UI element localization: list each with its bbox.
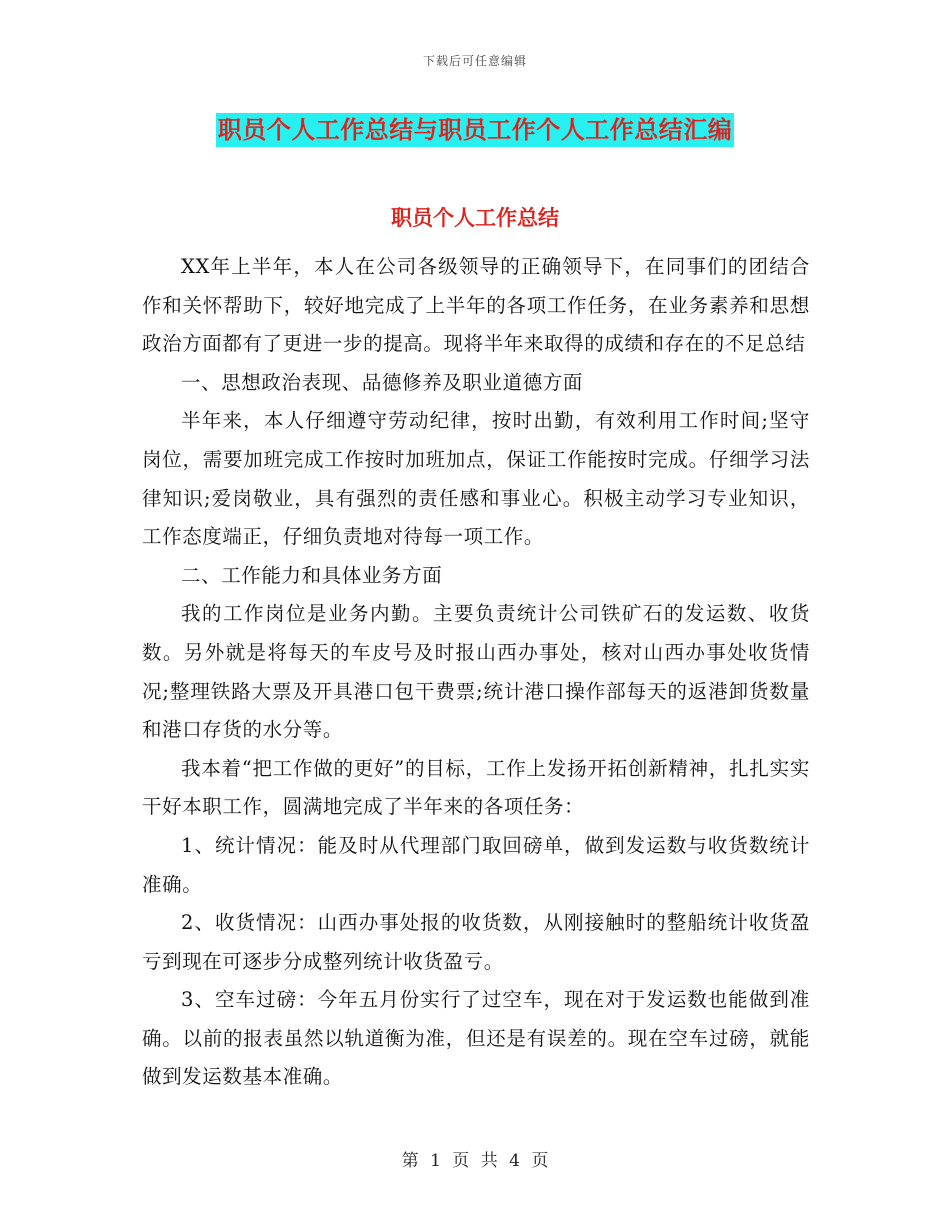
document-body [142,248,810,1097]
paragraph-intro: XX年上半年，本人在公司各级领导的正确领导下，在同事们的团结合作和关怀帮助下，较好地完成了上半年的各项工作任务，在业务素养和思想政治方面都有了更进一步的提高。现将半年来取得的成绩和存在的不足总结 [142,255,810,356]
document-title-container [0,113,950,147]
heading-political-performance: 一、思想政治表现、品德修养及职业道德方面 [181,370,584,394]
page-header-note: 下载后可任意编辑 [422,54,527,68]
page-footer-number: 第 1 页 共 4 页 [401,1151,549,1171]
paragraph-work-goal: 我本着“把工作做的更好”的目标，工作上发扬开拓创新精神，扎扎实实干好本职工作，圆满地完成了半年来的各项任务： [142,756,810,819]
paragraph-job-duties: 我的工作岗位是业务内勤。主要负责统计公司铁矿石的发运数、收货数。另外就是将每天的车皮号及时报山西办事处，核对山西办事处收货情况;整理铁路大票及开具港口包干费票;统计港口操作部每天的返港卸货数量和港口存货的水分等。 [142,602,810,742]
list-item-statistics: 1、统计情况：能及时从代理部门取回磅单，做到发运数与收货数统计准确。 [142,833,810,896]
heading-work-ability: 二、工作能力和具体业务方面 [181,563,443,587]
document-title: 职员个人工作总结与职员工作个人工作总结汇编 [216,113,735,147]
paragraph-political-performance: 半年来，本人仔细遵守劳动纪律，按时出勤，有效利用工作时间;坚守岗位，需要加班完成工作按时加班加点，保证工作能按时完成。仔细学习法律知识;爱岗敬业，具有强烈的责任感和事业心。积极主动学习专业知识，工作态度端正，仔细负责地对待每一项工作。 [142,409,810,549]
list-item-empty-car-weighing: 3、空车过磅：今年五月份实行了过空车，现在对于发运数也能做到准确。以前的报表虽然以轨道衡为准，但还是有误差的。现在空车过磅，就能做到发运数基本准确。 [142,988,810,1089]
section-title: 职员个人工作总结 [391,206,559,230]
list-item-receipts: 2、收货情况：山西办事处报的收货数，从刚接触时的整船统计收货盈亏到现在可逐步分成整列统计收货盈亏。 [142,911,810,973]
